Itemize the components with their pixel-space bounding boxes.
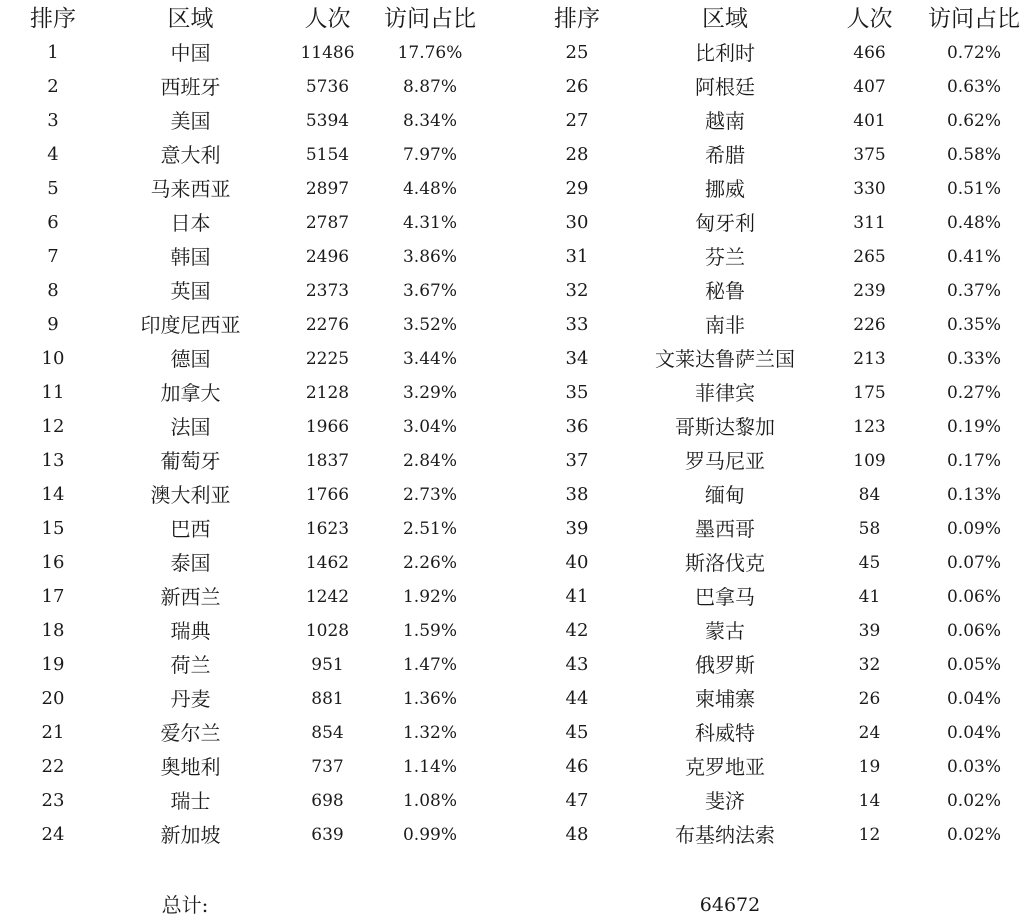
share-cell: 0.72%: [946, 43, 1001, 63]
rank-cell: 48: [565, 824, 589, 845]
visits-cell: 1837: [305, 451, 350, 471]
share-cell: 1.92%: [402, 587, 457, 607]
rank-cell: 37: [565, 450, 589, 471]
share-cell: 0.07%: [946, 553, 1001, 573]
header-rank-right: 排序: [554, 6, 600, 32]
share-cell: 2.73%: [402, 485, 457, 505]
rank-cell: 29: [565, 178, 589, 199]
rank-cell: 44: [565, 688, 589, 709]
share-cell: 0.05%: [946, 655, 1001, 675]
rank-cell: 18: [41, 620, 65, 641]
region-cell: 巴拿马: [695, 585, 755, 609]
share-cell: 0.33%: [946, 349, 1001, 369]
visits-cell: 698: [311, 791, 344, 811]
share-cell: 0.48%: [946, 213, 1001, 233]
rank-cell: 12: [41, 416, 65, 437]
region-cell: 克罗地亚: [685, 755, 765, 779]
region-cell: 新西兰: [160, 585, 221, 609]
region-cell: 斐济: [705, 789, 745, 813]
rank-cell: 47: [565, 790, 589, 811]
region-cell: 斯洛伐克: [685, 551, 765, 575]
share-cell: 0.04%: [946, 689, 1001, 709]
rank-cell: 38: [565, 484, 589, 505]
rank-cell: 14: [41, 484, 65, 505]
rank-cell: 39: [565, 518, 589, 539]
visits-cell: 311: [853, 213, 886, 233]
rank-cell: 4: [47, 144, 59, 165]
region-cell: 美国: [170, 109, 211, 133]
region-cell: 中国: [170, 41, 211, 65]
visits-cell: 32: [858, 655, 881, 675]
rank-cell: 19: [41, 654, 65, 675]
region-cell: 丹麦: [170, 687, 211, 711]
region-cell: 越南: [705, 109, 745, 133]
region-cell: 缅甸: [705, 483, 745, 507]
share-cell: 1.14%: [402, 757, 457, 777]
visits-cell: 19: [858, 757, 881, 777]
share-cell: 0.19%: [946, 417, 1001, 437]
share-cell: 0.17%: [946, 451, 1001, 471]
share-cell: 0.09%: [946, 519, 1001, 539]
region-cell: 意大利: [160, 143, 221, 167]
visits-cell: 2276: [305, 315, 350, 335]
visits-cell: 330: [853, 179, 886, 199]
rank-cell: 20: [41, 688, 65, 709]
rank-cell: 46: [565, 756, 589, 777]
region-cell: 加拿大: [160, 381, 221, 405]
share-cell: 3.44%: [402, 349, 457, 369]
visits-cell: 401: [853, 111, 886, 131]
rank-cell: 11: [41, 382, 65, 403]
visits-cell: 45: [858, 553, 881, 573]
share-cell: 3.67%: [402, 281, 457, 301]
visits-cell: 39: [858, 621, 881, 641]
header-region-left: 区域: [167, 6, 214, 32]
region-cell: 西班牙: [160, 75, 221, 99]
rank-cell: 31: [565, 246, 589, 267]
visits-cell: 854: [311, 723, 344, 743]
region-cell: 德国: [170, 347, 211, 371]
visits-cell: 2373: [305, 281, 350, 301]
rank-cell: 23: [41, 790, 65, 811]
visits-cell: 14: [858, 791, 881, 811]
share-cell: 0.27%: [946, 383, 1001, 403]
region-cell: 印度尼西亚: [140, 313, 241, 337]
rank-cell: 36: [565, 416, 589, 437]
visits-cell: 5394: [305, 111, 350, 131]
region-cell: 马来西亚: [150, 177, 231, 201]
region-cell: 新加坡: [160, 823, 221, 847]
region-cell: 南非: [705, 313, 745, 337]
visits-cell: 881: [311, 689, 344, 709]
rank-cell: 24: [41, 824, 65, 845]
share-cell: 0.02%: [946, 825, 1001, 845]
rank-cell: 7: [47, 246, 59, 267]
visits-cell: 2128: [305, 383, 350, 403]
visits-cell: 375: [853, 145, 886, 165]
region-cell: 科威特: [695, 721, 755, 745]
rank-cell: 34: [565, 348, 589, 369]
rank-cell: 15: [41, 518, 65, 539]
visits-cell: 407: [853, 77, 886, 97]
share-cell: 4.48%: [402, 179, 457, 199]
visits-cell: 41: [858, 587, 881, 607]
share-cell: 3.29%: [402, 383, 457, 403]
region-cell: 俄罗斯: [695, 653, 755, 677]
rank-cell: 2: [47, 76, 59, 97]
visits-cell: 5154: [305, 145, 350, 165]
rank-cell: 43: [565, 654, 589, 675]
rank-cell: 42: [565, 620, 589, 641]
share-cell: 0.13%: [946, 485, 1001, 505]
region-cell: 比利时: [695, 41, 755, 65]
rank-cell: 22: [41, 756, 65, 777]
region-cell: 瑞士: [170, 789, 211, 813]
region-cell: 阿根廷: [695, 75, 755, 99]
region-cell: 希腊: [705, 143, 745, 167]
visits-cell: 12: [858, 825, 881, 845]
rank-cell: 45: [565, 722, 589, 743]
share-cell: 0.04%: [946, 723, 1001, 743]
visits-cell: 466: [853, 43, 886, 63]
share-cell: 0.58%: [946, 145, 1001, 165]
visits-cell: 2496: [305, 247, 350, 267]
region-cell: 泰国: [170, 551, 211, 575]
rank-cell: 41: [565, 586, 589, 607]
rank-cell: 21: [41, 722, 65, 743]
rank-cell: 28: [565, 144, 589, 165]
region-cell: 匈牙利: [695, 211, 755, 235]
share-cell: 0.51%: [946, 179, 1001, 199]
share-cell: 8.87%: [402, 77, 457, 97]
region-cell: 葡萄牙: [160, 449, 221, 473]
rank-cell: 16: [41, 552, 65, 573]
share-cell: 2.84%: [402, 451, 457, 471]
region-cell: 菲律宾: [695, 381, 755, 405]
total-value: 64672: [699, 894, 761, 916]
visits-cell: 639: [311, 825, 344, 845]
region-cell: 蒙古: [705, 619, 745, 643]
visits-cell: 175: [853, 383, 886, 403]
visits-cell: 265: [853, 247, 886, 267]
visits-cell: 2225: [305, 349, 350, 369]
rank-cell: 6: [47, 212, 59, 233]
share-cell: 8.34%: [402, 111, 457, 131]
region-cell: 布基纳法索: [675, 823, 775, 847]
rank-cell: 25: [565, 42, 589, 63]
rank-cell: 35: [565, 382, 589, 403]
visits-cell: 2787: [305, 213, 350, 233]
total-label: 总计:: [161, 893, 209, 917]
share-cell: 3.04%: [402, 417, 457, 437]
region-cell: 罗马尼亚: [685, 449, 765, 473]
rank-cell: 10: [41, 348, 65, 369]
rank-cell: 26: [565, 76, 589, 97]
visits-cell: 11486: [300, 43, 355, 63]
visits-cell: 213: [853, 349, 886, 369]
region-cell: 秘鲁: [705, 279, 745, 303]
region-cell: 芬兰: [705, 245, 745, 269]
share-cell: 0.62%: [946, 111, 1001, 131]
share-cell: 3.52%: [402, 315, 457, 335]
region-cell: 韩国: [170, 245, 211, 269]
share-cell: 0.37%: [946, 281, 1001, 301]
visits-cell: 951: [311, 655, 344, 675]
visits-cell: 26: [858, 689, 881, 709]
share-cell: 7.97%: [402, 145, 457, 165]
rank-cell: 33: [565, 314, 589, 335]
rank-cell: 17: [41, 586, 65, 607]
rank-cell: 27: [565, 110, 589, 131]
share-cell: 17.76%: [397, 43, 463, 63]
visits-cell: 109: [853, 451, 886, 471]
share-cell: 2.51%: [402, 519, 457, 539]
share-cell: 1.32%: [402, 723, 457, 743]
visits-cell: 84: [858, 485, 881, 505]
region-cell: 日本: [170, 211, 211, 235]
visits-cell: 226: [853, 315, 886, 335]
region-cell: 英国: [170, 279, 211, 303]
region-cell: 柬埔寨: [695, 687, 755, 711]
rank-cell: 9: [47, 314, 59, 335]
header-visits-left: 人次: [304, 6, 351, 32]
visits-cell: 1462: [305, 553, 350, 573]
region-cell: 瑞典: [170, 619, 211, 643]
visits-cell: 1766: [305, 485, 350, 505]
visits-cell: 737: [311, 757, 344, 777]
visits-cell: 123: [853, 417, 886, 437]
region-cell: 澳大利亚: [150, 483, 231, 507]
share-cell: 0.02%: [946, 791, 1001, 811]
share-cell: 0.99%: [402, 825, 457, 845]
visits-cell: 5736: [305, 77, 350, 97]
region-cell: 哥斯达黎加: [675, 415, 775, 439]
rank-cell: 13: [41, 450, 65, 471]
header-rank-left: 排序: [30, 6, 76, 32]
region-cell: 爱尔兰: [160, 721, 221, 745]
header-share-left: 访问占比: [384, 6, 476, 32]
header-region-right: 区域: [702, 6, 748, 32]
header-visits-right: 人次: [846, 6, 893, 32]
rank-cell: 40: [565, 552, 589, 573]
share-cell: 1.36%: [402, 689, 457, 709]
region-cell: 法国: [170, 415, 211, 439]
visits-cell: 1623: [305, 519, 350, 539]
share-cell: 1.47%: [402, 655, 457, 675]
share-cell: 0.06%: [946, 621, 1001, 641]
share-cell: 0.35%: [946, 315, 1001, 335]
share-cell: 3.86%: [402, 247, 457, 267]
rank-cell: 32: [565, 280, 589, 301]
share-cell: 0.06%: [946, 587, 1001, 607]
visits-cell: 2897: [305, 179, 350, 199]
region-cell: 巴西: [170, 517, 211, 541]
region-cell: 墨西哥: [695, 517, 755, 541]
share-cell: 1.59%: [402, 621, 457, 641]
region-cell: 文莱达鲁萨兰国: [655, 347, 795, 371]
rank-cell: 5: [47, 178, 59, 199]
rank-cell: 3: [47, 110, 59, 131]
rank-cell: 1: [47, 42, 59, 63]
visits-cell: 1966: [305, 417, 350, 437]
region-cell: 荷兰: [170, 653, 211, 677]
header-share-right: 访问占比: [928, 6, 1020, 32]
visits-cell: 1028: [305, 621, 350, 641]
region-cell: 挪威: [705, 177, 745, 201]
visits-cell: 239: [853, 281, 886, 301]
share-cell: 0.03%: [946, 757, 1001, 777]
visits-cell: 1242: [305, 587, 350, 607]
share-cell: 4.31%: [402, 213, 457, 233]
rank-cell: 30: [565, 212, 589, 233]
share-cell: 1.08%: [402, 791, 457, 811]
share-cell: 2.26%: [402, 553, 457, 573]
share-cell: 0.63%: [946, 77, 1001, 97]
rank-cell: 8: [47, 280, 59, 301]
region-cell: 奥地利: [160, 755, 221, 779]
visits-cell: 58: [858, 519, 881, 539]
share-cell: 0.41%: [946, 247, 1001, 267]
visits-cell: 24: [858, 723, 881, 743]
